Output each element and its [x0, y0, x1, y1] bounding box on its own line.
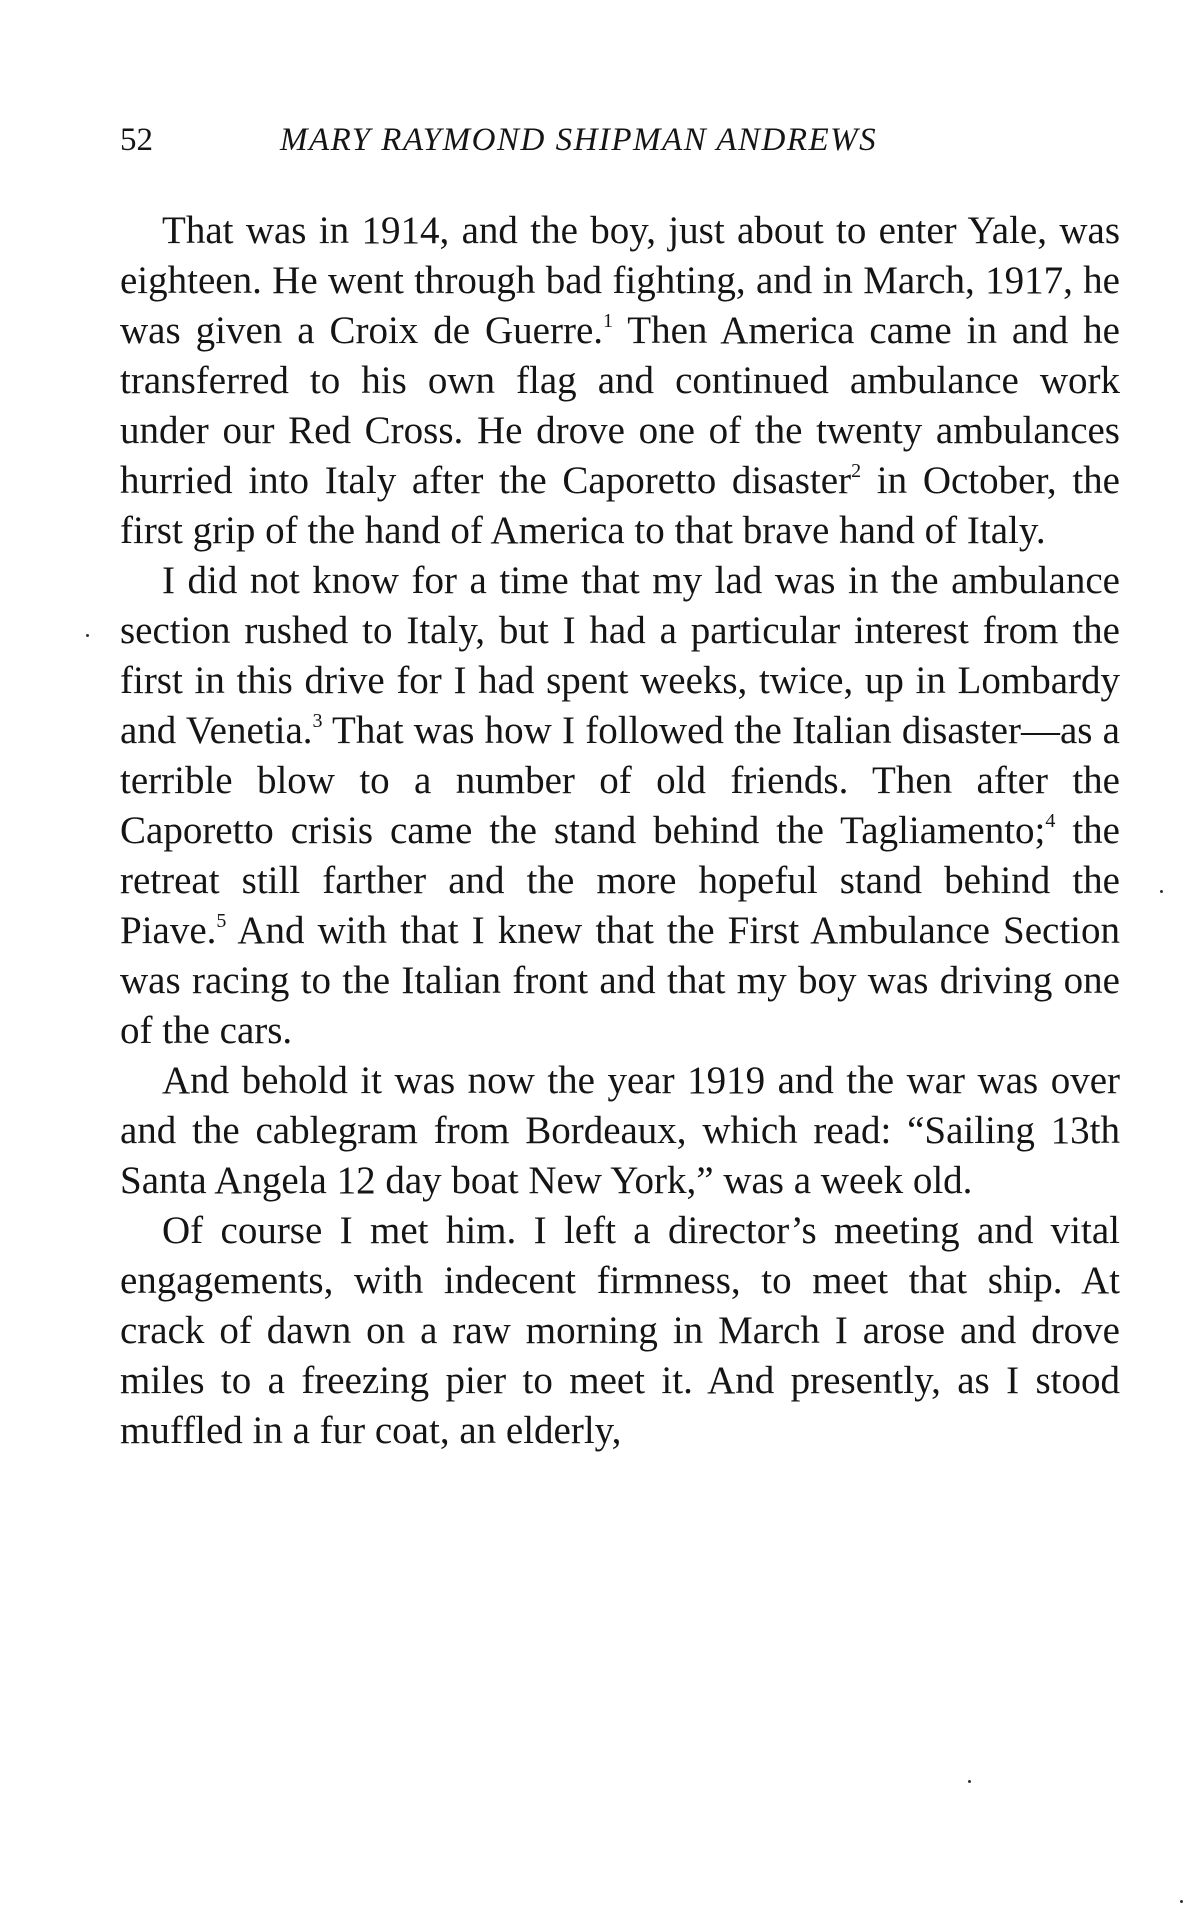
- footnote-ref-1: 1: [603, 310, 614, 332]
- scan-speck: [1180, 1900, 1183, 1903]
- scan-speck: [86, 634, 89, 637]
- paragraph-4: Of course I met him. I left a director’s meeting and vital engagements, with indecent firmness, to meet that ship. At crack of dawn on a raw morning in March I arose and drove miles to a freezing pier to meet it. And presently, as I stood muffled in a fur coat, an elderly,: [120, 1209, 1120, 1452]
- paragraph-2: I did not know for a time that my lad was in the ambulance section rushed to Italy, but I had a particular interest from the first in this drive for I had spent weeks, twice, up in Lombardy and Venetia.$^3$ That was how I followed the Italian disaster—as a terrible blow to a number of old friends. Then after the Caporetto crisis came the stand behind the Tagliamento;$^4$ the retreat still farther and the more hopeful stand behind the Piave.$^5$ And with that I knew that the First Ambulance Section was racing to the Italian front and that my boy was driving one of the cars.: [120, 559, 1120, 1052]
- scan-speck: [968, 1780, 971, 1783]
- running-header: [120, 122, 1060, 170]
- paragraph-3: And behold it was now the year 1919 and the war was over and the cablegram from Bordeaux, which read: “Sailing 13th Santa Angela 12 day boat New York,” was a week old.: [120, 1059, 1120, 1202]
- footnote-ref-5: 5: [216, 910, 227, 932]
- running-title: MARY RAYMOND SHIPMAN ANDREWS: [280, 122, 878, 158]
- page-number: 52: [120, 122, 153, 158]
- paragraph-1: That was in 1914, and the boy, just about to enter Yale, was eighteen. He went through bad fighting, and in March, 1917, he was given a Croix de Guerre.$^1$ Then America came in and he transferred to his own flag and continued ambulance work under our Red Cross. He drove one of the twenty ambulances hurried into Italy after the Caporetto disaster$^2$ in October, the first grip of the hand of America to that brave hand of Italy.: [120, 209, 1120, 552]
- body-text: [120, 206, 1120, 1456]
- footnote-ref-4: 4: [1045, 810, 1056, 832]
- footnote-ref-3: 3: [312, 710, 323, 732]
- scan-speck: [1160, 890, 1163, 893]
- footnote-ref-2: 2: [851, 460, 862, 482]
